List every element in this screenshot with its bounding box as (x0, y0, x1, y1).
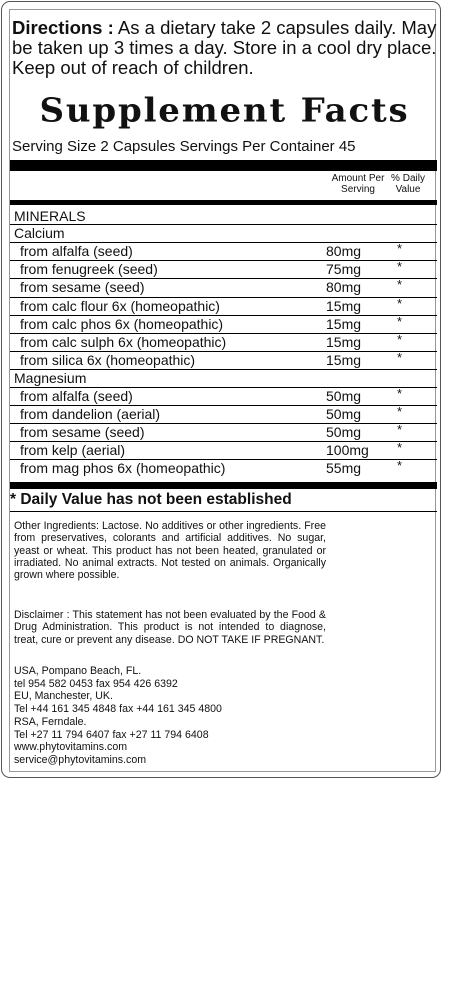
header-thick-rule (10, 200, 437, 205)
daily-value-note: * Daily Value has not been established (10, 491, 292, 508)
nutrient-source: from calc phos 6x (homeopathic) (20, 315, 224, 332)
daily-value-star: * (397, 458, 403, 474)
contact-line: www.phytovitamins.com (14, 741, 128, 754)
nutrient-amount: 55mg (326, 460, 362, 477)
label-content (9, 9, 436, 772)
nutrient-amount: 75mg (326, 261, 362, 278)
nutrient-amount: 80mg (326, 243, 362, 260)
nutrient-source: from fenugreek (seed) (20, 261, 158, 278)
supplement-label (1, 1, 441, 778)
supplement-facts-title: Supplement Facts (39, 92, 410, 130)
nutrient-source: from sesame (seed) (20, 279, 145, 296)
contact-line: tel 954 582 0453 fax 954 426 6392 (14, 677, 178, 690)
daily-value-star: * (397, 404, 403, 420)
daily-value-star: * (397, 277, 403, 293)
contact-line: Tel +27 11 794 6407 fax +27 11 794 6408 (14, 728, 209, 741)
nutrient-source: from calc flour 6x (homeopathic) (20, 297, 220, 314)
nutrient-amount: 50mg (326, 406, 362, 423)
nutrient-source: from mag phos 6x (homeopathic) (20, 460, 226, 477)
disclaimer: Disclaimer : This statement has not been evaluated by the Food & Drug Administration. This product is not intended to diagnose, treat, cure or prevent any disease. DO NOT TAKE IF PREGNANT. (14, 609, 326, 646)
nutrient-amount: 100mg (326, 442, 369, 459)
contact-line: EU, Manchester, UK. (14, 690, 113, 703)
contact-line: service@phytovitamins.com (14, 753, 147, 766)
nutrient-amount: 15mg (326, 297, 362, 314)
note-divider (10, 511, 437, 512)
serving-info: Serving Size 2 Capsules Servings Per Container 45 (12, 138, 356, 155)
daily-value-star: * (397, 422, 403, 438)
directions-body: As a dietary take 2 capsules daily. May be taken up 3 times a day. Store in a cool dry place. Keep out of reach of children. (12, 17, 437, 78)
daily-value-star: * (397, 313, 403, 329)
nutrient-source: from kelp (aerial) (20, 442, 126, 459)
nutrient-amount: 15mg (326, 333, 362, 350)
top-thick-rule (10, 160, 437, 171)
daily-value-star: * (397, 241, 403, 257)
nutrient-source: from calc sulph 6x (homeopathic) (20, 333, 227, 350)
directions-heading: Directions : (12, 17, 114, 38)
nutrient-group-name: Magnesium (14, 369, 87, 386)
nutrient-amount: 15mg (326, 315, 362, 332)
daily-value-star: * (397, 349, 403, 365)
contact-line: RSA, Ferndale. (14, 715, 87, 728)
nutrient-source: from dandelion (aerial) (20, 406, 161, 423)
other-ingredients: Other Ingredients: Lactose. No additives or other ingredients. Free from preservatives, colorants and artificial additives. No sugar, yeast or wheat. This product has not been heated, granulated or irradiated. No animal extracts. Not tested on animals. Organically grown where possible. (14, 520, 326, 582)
amount-per-serving-header: Amount Per Serving (331, 173, 385, 195)
directions-text (12, 18, 437, 78)
nutrient-amount: 50mg (326, 388, 362, 404)
nutrient-amount: 15mg (326, 351, 362, 368)
daily-value-star: * (397, 386, 403, 401)
daily-value-star: * (397, 331, 403, 347)
nutrient-amount: 80mg (326, 279, 362, 296)
daily-value-star: * (397, 295, 403, 311)
nutrient-source: from sesame (seed) (20, 424, 145, 441)
nutrient-source: from alfalfa (seed) (20, 243, 133, 260)
minerals-label: MINERALS (14, 208, 86, 224)
daily-value-star: * (397, 259, 403, 275)
nutrient-source: from alfalfa (seed) (20, 388, 133, 404)
row-divider (10, 224, 437, 225)
nutrient-source: from silica 6x (homeopathic) (20, 351, 196, 368)
contact-line: Tel +44 161 345 4848 fax +44 161 345 4800 (14, 703, 222, 716)
contact-line: USA, Pompano Beach, FL. (14, 665, 142, 677)
daily-value-star: * (397, 440, 403, 456)
nutrient-amount: 50mg (326, 424, 362, 441)
bottom-thick-rule (10, 482, 437, 489)
nutrient-group-name: Calcium (14, 225, 65, 242)
daily-value-header: % Daily Value (391, 173, 425, 195)
